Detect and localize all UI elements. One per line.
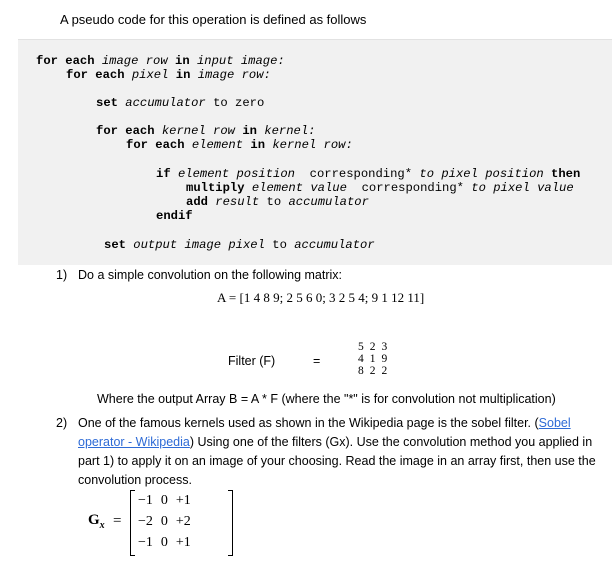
code-line-9: endif [156, 209, 193, 223]
gx-cell: 0 [160, 535, 168, 550]
filter-cell: 2 [369, 365, 376, 377]
gx-cell: 0 [160, 493, 168, 508]
filter-cell: 8 [358, 365, 364, 377]
gx-cell: −1 [138, 493, 153, 508]
code-line-8: add result to accumulator [186, 195, 369, 209]
gx-label: $G_x$ [88, 512, 105, 531]
filter-cell: 1 [369, 353, 376, 365]
code-line-3: set accumulator to zero [96, 96, 265, 110]
gx-cell: +1 [175, 535, 191, 550]
sobel-operator-link[interactable]: operator - Wikipedia [78, 435, 190, 449]
filter-matrix [355, 341, 390, 377]
filter-cell: 2 [381, 365, 388, 377]
filter-cell: 4 [358, 353, 364, 365]
q1-text: Do a simple convolution on the following matrix: [78, 268, 343, 282]
gx-matrix [134, 490, 195, 553]
gx-cell: −1 [138, 535, 153, 550]
code-line-7: multiply element value corresponding* to pixel value [186, 181, 574, 195]
q2-line-2: operator - Wikipedia) Using one of the filters (Gx). Use the convolution method you applied in [78, 435, 593, 449]
filter-cell: 9 [381, 353, 388, 365]
code-line-1: for each image row in input image: [36, 54, 285, 68]
filter-equals: = [313, 354, 321, 368]
gx-cell: 0 [160, 514, 168, 529]
gx-equals: = [113, 513, 122, 529]
q2-number: 2) [56, 416, 68, 430]
gx-cell: −2 [138, 514, 153, 529]
filter-cell: 5 [358, 341, 364, 353]
code-line-6: if element position corresponding* to pixel position then [156, 167, 581, 181]
filter-cell: 3 [381, 341, 388, 353]
matrix-a: A = [1 4 8 9; 2 5 6 0; 3 2 5 4; 9 1 12 11] [217, 290, 425, 305]
code-line-2: for each pixel in image row: [66, 68, 271, 82]
gx-cell: +1 [175, 493, 191, 508]
q2-line-1: One of the famous kernels used as shown in the Wikipedia page is the sobel filter. (Sobel [78, 416, 571, 430]
intro-text: A pseudo code for this operation is defined as follows [60, 12, 367, 27]
filter-cell: 2 [369, 341, 376, 353]
code-line-4: for each kernel row in kernel: [96, 124, 316, 138]
q2-line-3: part 1) to apply it on an image of your choosing. Read the image in an array first, then use the [78, 454, 596, 468]
q1-number: 1) [56, 268, 68, 282]
code-line-10: set output image pixel to accumulator [104, 238, 375, 252]
q2-text [78, 414, 608, 490]
gx-cell: +2 [175, 514, 191, 529]
q2-line-4: convolution process. [78, 473, 192, 487]
q1-note: Where the output Array B = A * F (where the "*" is for convolution not multiplication) [97, 392, 556, 406]
sobel-link[interactable]: Sobel [538, 416, 571, 430]
gx-right-bracket [228, 490, 233, 556]
code-line-5: for each element in kernel row: [126, 138, 353, 152]
filter-label: Filter (F) [228, 354, 276, 368]
